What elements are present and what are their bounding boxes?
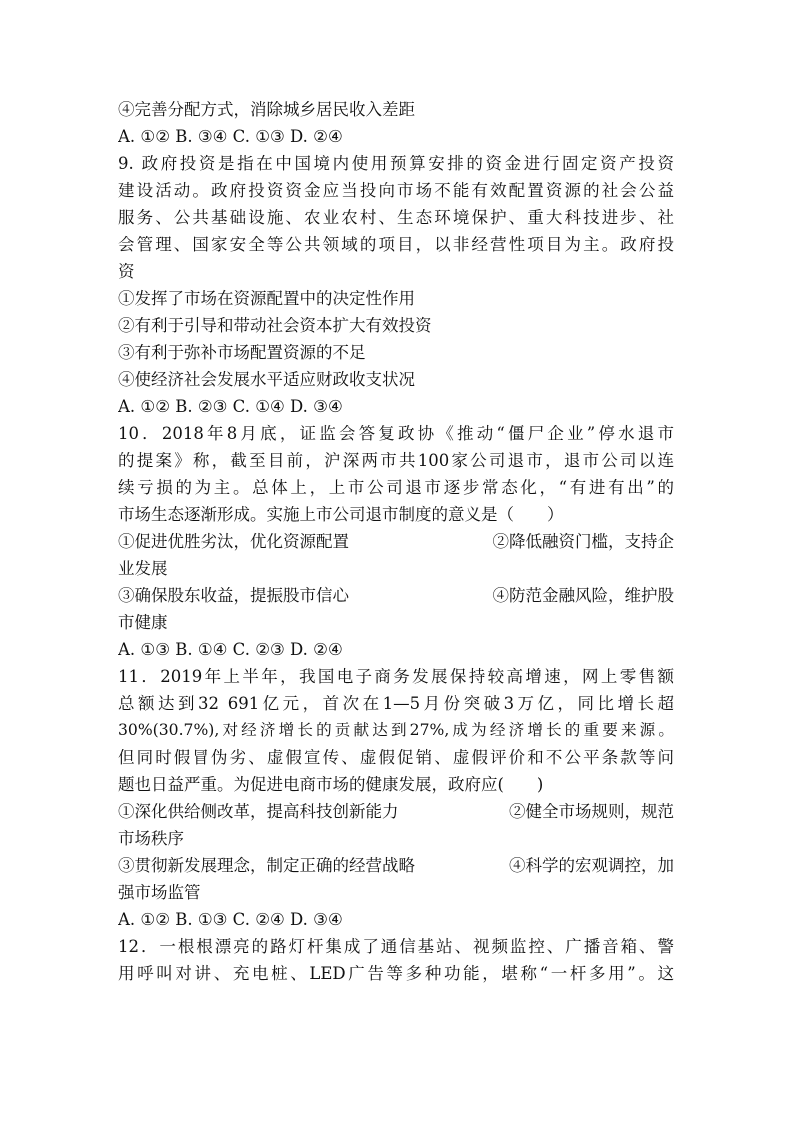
q11-option-2-cont: 市场秩序 bbox=[118, 829, 184, 848]
q10-stem-line: 市场生态逐渐形成。实施上市公司退市制度的意义是（ ） bbox=[118, 505, 564, 524]
q12-stem-line: 用呼叫对讲、充电桩、LED广告等多种功能，堪称“一杆多用”。这 bbox=[118, 964, 674, 983]
q10-options-row bbox=[118, 528, 674, 555]
q9-stem-line: 资 bbox=[118, 262, 135, 281]
q11-option-3: ③贯彻新发展理念，制定正确的经营战略 bbox=[118, 856, 415, 875]
q12-stem-line: 12．一根根漂亮的路灯杆集成了通信基站、视频监控、广播音箱、警 bbox=[118, 937, 674, 956]
q9-item-2: ②有利于引导和带动社会资本扩大有效投资 bbox=[118, 316, 432, 335]
q8-choices: A. ①② B. ③④ C. ①③ D. ②④ bbox=[118, 127, 343, 146]
q10-option-4: ④防范金融风险，维护股 bbox=[492, 586, 674, 605]
q11-choices: A. ①② B. ①③ C. ②④ D. ③④ bbox=[118, 910, 343, 929]
q8-item-4: ④完善分配方式，消除城乡居民收入差距 bbox=[118, 100, 415, 119]
q10-option-4-cont: 市健康 bbox=[118, 613, 168, 632]
q10-stem-line: 10．2018年8月底，证监会答复政协《推动“僵尸企业”停水退市 bbox=[118, 424, 674, 443]
q11-stem-line: 总额达到32 691亿元，首次在1—5月份突破3万亿，同比增长超 bbox=[118, 694, 674, 713]
q9-stem-line: 会管理、国家安全等公共领域的项目，以非经营性项目为主。政府投 bbox=[118, 235, 674, 254]
q10-options-row bbox=[118, 582, 674, 609]
q11-options-row bbox=[118, 798, 674, 825]
exam-page bbox=[118, 96, 674, 987]
q10-option-1: ①促进优胜劣汰，优化资源配置 bbox=[118, 532, 349, 551]
q11-option-1: ①深化供给侧改革，提高科技创新能力 bbox=[118, 802, 399, 821]
q10-choices: A. ①③ B. ①④ C. ②③ D. ②④ bbox=[118, 640, 343, 659]
q9-item-1: ①发挥了市场在资源配置中的决定性作用 bbox=[118, 289, 415, 308]
q10-option-3: ③确保股东收益，提振股市信心 bbox=[118, 586, 349, 605]
q9-item-3: ③有利于弥补市场配置资源的不足 bbox=[118, 343, 366, 362]
q9-stem-line: 服务、公共基础设施、农业农村、生态环境保护、重大科技进步、社 bbox=[118, 208, 674, 227]
q11-options-row bbox=[118, 852, 674, 879]
q10-option-2-cont: 业发展 bbox=[118, 559, 168, 578]
q11-stem-line: 30%(30.7%),对经济增长的贡献达到27%,成为经济增长的重要来源。 bbox=[118, 721, 674, 739]
q11-stem-line: 但同时假冒伪劣、虚假宣传、虚假促销、虚假评价和不公平条款等问 bbox=[118, 748, 674, 767]
q9-item-4: ④使经济社会发展水平适应财政收支状况 bbox=[118, 370, 415, 389]
q11-option-4-cont: 强市场监管 bbox=[118, 883, 201, 902]
q9-stem-line: 9. 政府投资是指在中国境内使用预算安排的资金进行固定资产投资 bbox=[118, 154, 674, 173]
q10-stem-line: 的提案》称，截至目前，沪深两市共100家公司退市，退市公司以连 bbox=[118, 451, 674, 470]
q10-stem-line: 续亏损的为主。总体上，上市公司退市逐步常态化，“有进有出”的 bbox=[118, 478, 674, 497]
q11-option-2: ②健全市场规则，规范 bbox=[509, 802, 674, 821]
q10-option-2: ②降低融资门槛，支持企 bbox=[492, 532, 674, 551]
q11-stem-line: 11．2019年上半年，我国电子商务发展保持较高增速，网上零售额 bbox=[118, 667, 674, 686]
q11-option-4: ④科学的宏观调控，加 bbox=[509, 856, 674, 875]
q9-choices: A. ①② B. ②③ C. ①④ D. ③④ bbox=[118, 397, 343, 416]
q11-stem-line: 题也日益严重。为促进电商市场的健康发展，政府应( ) bbox=[118, 775, 544, 794]
q9-stem-line: 建设活动。政府投资资金应当投向市场不能有效配置资源的社会公益 bbox=[118, 181, 674, 200]
